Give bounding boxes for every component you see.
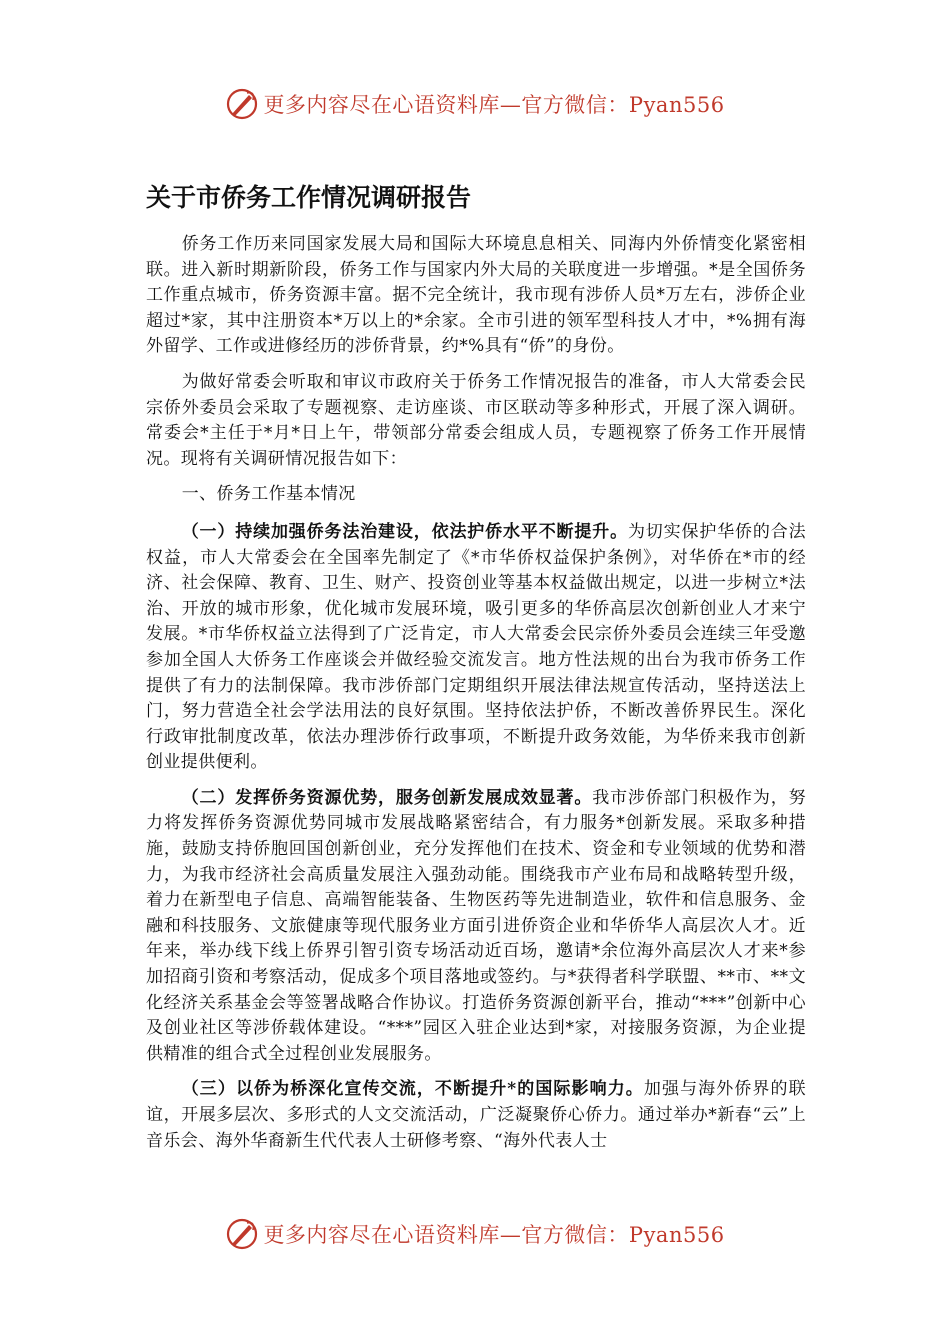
paragraph-lead: （一）持续加强侨务法治建设，依法护侨水平不断提升。 [181,521,628,542]
paragraph-text: 我市涉侨部门积极作为，努力将发挥侨务资源优势同城市发展战略紧密结合，有力服务*创新发展。采取多种措施，鼓励支持侨胞回国创新创业，充分发挥他们在技术、资金和专业领域的优势和潜力，为我市经济社会高质量发展注入强劲动能。围绕我市产业布局和战略转型升级，着力在新型电子信息、高端智能装备、生物医药等先进制造业，软件和信息服务、金融和科技服务、文旅健康等现代服务业方面引进侨资企业和华侨华人高层次人才。近年来，举办线下线上侨界引智引资专场活动近百场，邀请*余位海外高层次人才来*参加招商引资和考察活动，促成多个项目落地或签约。与*获得者科学联盟、**市、**文化经济关系基金会等签署战略合作协议。打造侨务资源创新平台，推动“***”创新中心及创业社区等涉侨载体建设。“***”园区入驻企业达到*家，对接服务资源，为企业提供精准的组合式全过程创业发展服务。 [146,787,806,1064]
paragraph-lead: （二）发挥侨务资源优势，服务创新发展成效显著。 [181,787,593,808]
document-body [146,232,806,1164]
footer-banner [0,1212,950,1256]
section-heading-text: 一、侨务工作基本情况 [181,484,356,505]
header-banner [0,82,950,126]
footer-banner-text: 更多内容尽在心语资料库—官方微信：Pyan556 [263,1223,725,1247]
paragraph-purpose [146,370,806,472]
paragraph-section-1 [146,520,806,776]
paragraph-section-2 [146,786,806,1068]
paragraph-text: 加强与海外侨界的联谊，开展多层次、多形式的人文交流活动，广泛凝聚侨心侨力。通过举办*新春“云”上音乐会、海外华裔新生代代表人士研修考察、“海外代表人士 [146,1079,806,1151]
paragraph-text: 为做好常委会听取和审议市政府关于侨务工作情况报告的准备，市人大常委会民宗侨外委员会采取了专题视察、走访座谈、市区联动等多种形式，开展了深入调研。常委会*主任于*月*日上午，带领部分常委会组成人员，专题视察了侨务工作开展情况。现将有关调研情况报告如下： [146,371,806,469]
paragraph-intro [146,232,806,360]
section-heading [146,482,806,508]
paragraph-lead: （三）以侨为桥深化宣传交流，不断提升*的国际影响力。 [181,1079,644,1100]
quill-logo-icon [225,1217,259,1251]
header-banner-text: 更多内容尽在心语资料库—官方微信：Pyan556 [263,93,725,117]
document-title: 关于市侨务工作情况调研报告 [146,183,472,212]
paragraph-text: 为切实保护华侨的合法权益，市人大常委会在全国率先制定了《*市华侨权益保护条例》，对华侨在*市的经济、社会保障、教育、卫生、财产、投资创业等基本权益做出规定，以进一步树立*法治、开放的城市形象，优化城市发展环境，吸引更多的华侨高层次创新创业人才来宁发展。*市华侨权益立法得到了广泛肯定，市人大常委会民宗侨外委员会连续三年受邀参加全国人大侨务工作座谈会并做经验交流发言。地方性法规的出台为我市侨务工作提供了有力的法制保障。我市涉侨部门定期组织开展法律法规宣传活动，坚持送法上门，努力营造全社会学法用法的良好氛围。坚持依法护侨，不断改善侨界民生。深化行政审批制度改革，依法办理涉侨行政事项，不断提升政务效能，为华侨来我市创新创业提供便利。 [146,521,807,773]
quill-logo-icon [225,87,259,121]
paragraph-section-3 [146,1077,806,1154]
paragraph-text: 侨务工作历来同国家发展大局和国际大环境息息相关、同海内外侨情变化紧密相联。进入新时期新阶段，侨务工作与国家内外大局的关联度进一步增强。*是全国侨务工作重点城市，侨务资源丰富。据不完全统计，我市现有涉侨人员*万左右，涉侨企业超过*家，其中注册资本*万以上的*余家。全市引进的领军型科技人才中，*%拥有海外留学、工作或进修经历的涉侨背景，约*%具有“侨”的身份。 [146,234,806,357]
